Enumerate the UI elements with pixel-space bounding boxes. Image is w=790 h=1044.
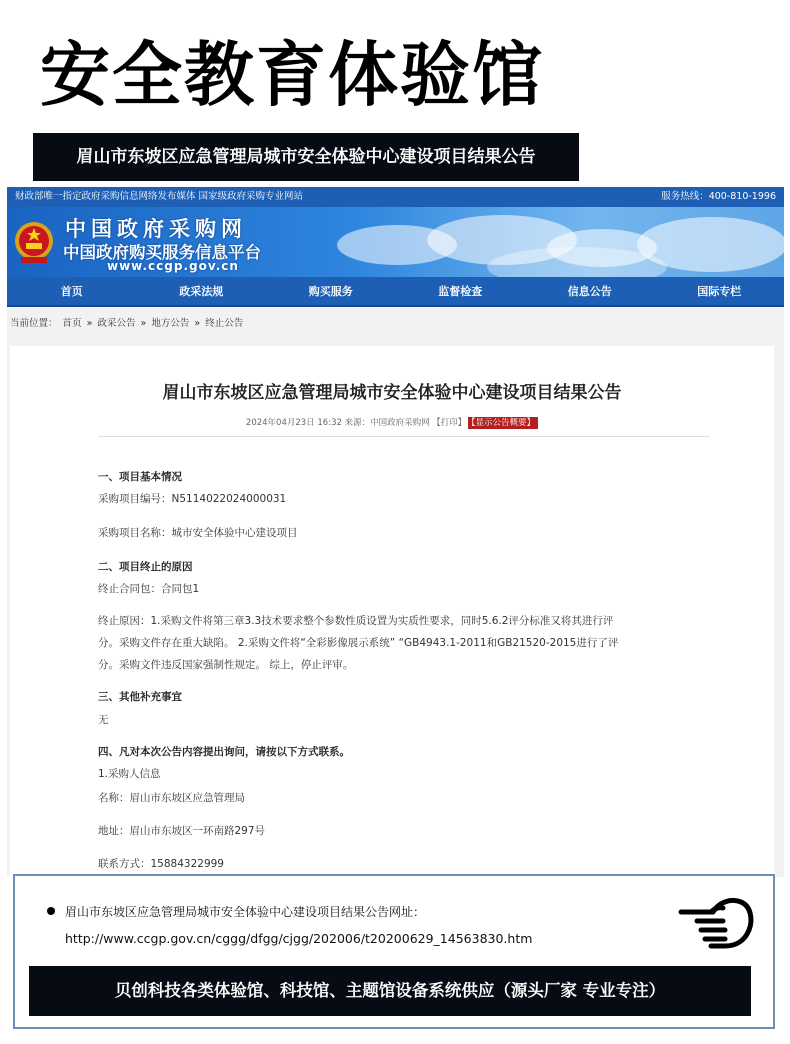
project-name: 采购项目名称：城市安全体验中心建设项目 <box>98 527 298 539</box>
purchaser-contact: 联系方式：15884322999 <box>98 858 224 870</box>
breadcrumb-separator: » <box>140 318 147 329</box>
notice-url-box <box>13 874 775 1029</box>
breadcrumb-home[interactable]: 首页 <box>62 318 82 329</box>
breadcrumb-separator: » <box>86 318 93 329</box>
article-date-source: 2024年04月23日 16:32 来源：中国政府采购网 【打印】 <box>245 418 467 428</box>
service-hotline[interactable]: 服务热线：400-810-1996 <box>661 191 776 202</box>
nav-item-notices[interactable]: 信息公告 <box>567 285 612 298</box>
breadcrumb-termination-notices[interactable]: 终止公告 <box>205 318 244 329</box>
article-title: 眉山市东坡区应急管理局城市安全体验中心建设项目结果公告 <box>162 383 622 403</box>
section-1-heading: 一、项目基本情况 <box>98 471 182 483</box>
show-summary-button[interactable]: 【显示公告概要】 <box>468 417 538 429</box>
notice-url-link[interactable]: http://www.ccgp.gov.cn/cggg/dfgg/cjgg/202006/t20200629_14563830.htm <box>65 931 533 946</box>
divider <box>98 436 710 437</box>
page-title: 安全教育体验馆 <box>40 34 544 116</box>
nav-item-home[interactable]: 首页 <box>60 285 83 298</box>
site-header-banner <box>7 207 784 277</box>
supplementary-value: 无 <box>98 714 109 726</box>
pointing-hand-icon <box>675 890 757 952</box>
termination-reason-line: 分。采购文件违反国家强制性规定。 综上，停止评审。 <box>98 659 354 671</box>
purchaser-info-heading: 1.采购人信息 <box>98 768 161 780</box>
article-meta <box>10 416 774 428</box>
termination-reason-line: 分。采购文件存在重大缺陷。 2.采购文件将“全彩影像展示系统” “GB4943.1-2011和GB21520-2015进行了评 <box>98 637 619 649</box>
terminated-package: 终止合同包：合同包1 <box>98 583 200 595</box>
breadcrumb-local-notices[interactable]: 地方公告 <box>151 318 190 329</box>
article-panel <box>10 346 774 877</box>
main-nav <box>7 277 784 307</box>
breadcrumb-prefix: 当前位置： <box>10 318 58 329</box>
purchaser-address: 地址：眉山市东坡区一环南路297号 <box>98 825 266 837</box>
nav-item-supervision[interactable]: 监督检查 <box>438 285 483 298</box>
section-2-heading: 二、项目终止的原因 <box>98 561 193 573</box>
purchaser-name: 名称：眉山市东坡区应急管理局 <box>98 792 245 804</box>
site-logo-title[interactable]: 中国政府采购网 <box>65 217 247 241</box>
website-screenshot <box>7 187 784 877</box>
subtitle-banner: 眉山市东坡区应急管理局城市安全体验中心建设项目结果公告 <box>33 133 579 181</box>
site-topbar <box>7 187 784 207</box>
breadcrumb-procurement-notices[interactable]: 政采公告 <box>97 318 136 329</box>
supplier-banner: 贝创科技各类体验馆、科技馆、主题馆设备系统供应（源头厂家 专业专注） <box>29 966 751 1016</box>
breadcrumb-separator: » <box>194 318 201 329</box>
site-logo-subtitle: 中国政府购买服务信息平台 <box>63 243 261 262</box>
topbar-slogan: 财政部唯一指定政府采购信息网络发布媒体 国家级政府采购专业网站 <box>15 191 304 202</box>
nav-item-purchase-services[interactable]: 购买服务 <box>308 285 353 298</box>
project-code: 采购项目编号：N5114022024000031 <box>98 493 287 505</box>
national-emblem-icon <box>13 219 55 267</box>
bullet-icon <box>47 907 55 915</box>
nav-item-regulations[interactable]: 政采法规 <box>179 285 224 298</box>
notice-url-label: 眉山市东坡区应急管理局城市安全体验中心建设项目结果公告网址： <box>65 905 426 919</box>
nav-item-international[interactable]: 国际专栏 <box>697 285 742 298</box>
section-4-heading: 四、凡对本次公告内容提出询问，请按以下方式联系。 <box>98 746 350 758</box>
termination-reason-line: 终止原因：1.采购文件将第三章3.3技术要求整个参数性质设置为实质性要求，同时5.6.2评分标准又将其进行评 <box>98 615 614 627</box>
site-logo-url: www.ccgp.gov.cn <box>107 259 239 273</box>
breadcrumb <box>7 307 784 337</box>
section-3-heading: 三、其他补充事宜 <box>98 691 182 703</box>
